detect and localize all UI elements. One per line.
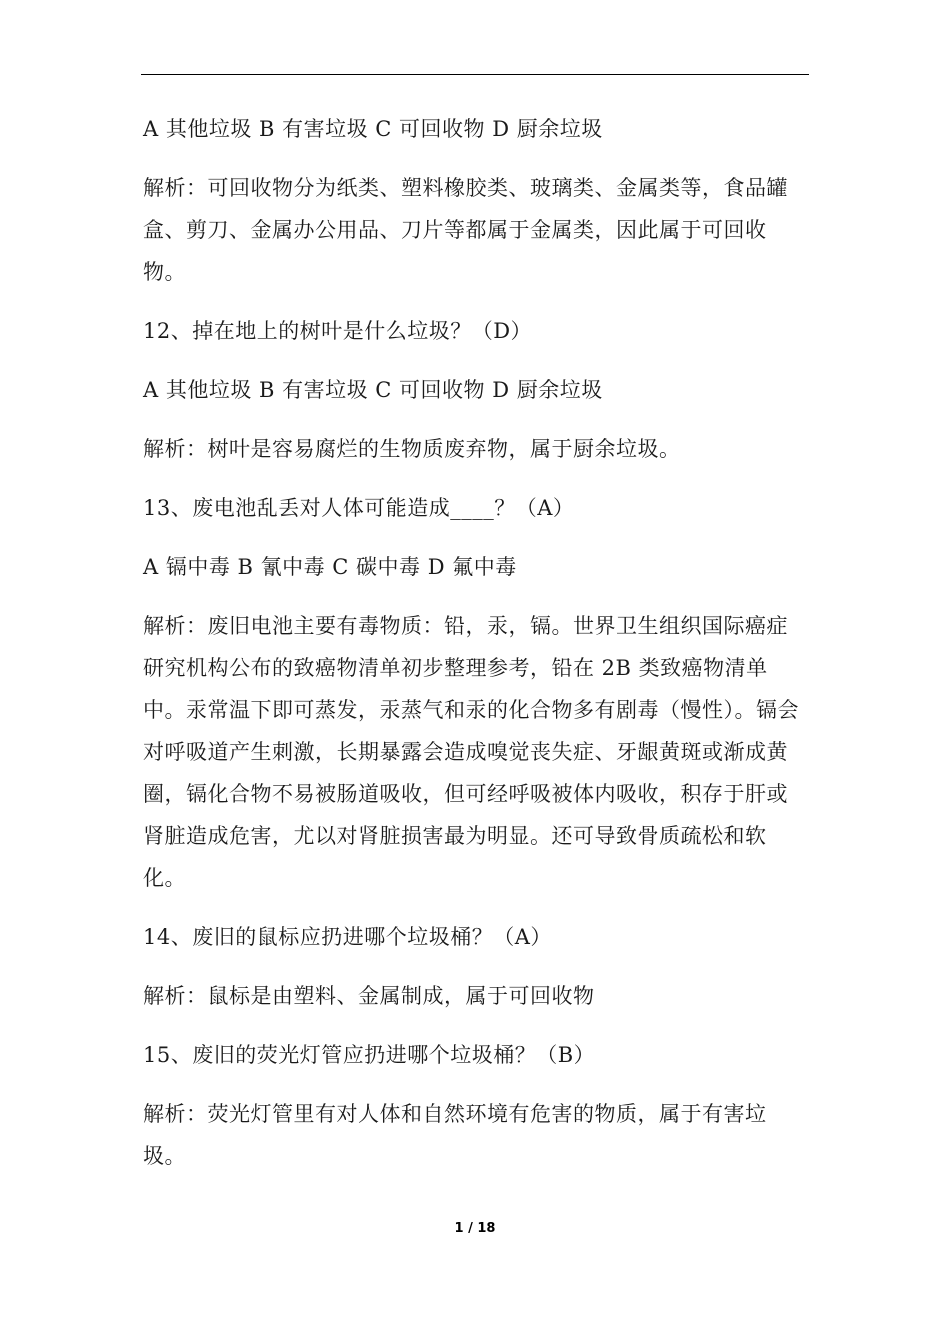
question-15: 15、废旧的荧光灯管应扔进哪个垃圾桶？（B） xyxy=(143,1043,596,1067)
explanation-paragraph: 解析：树叶是容易腐烂的生物质废弃物，属于厨余垃圾。 xyxy=(143,437,681,461)
question-14: 14、废旧的鼠标应扔进哪个垃圾桶？（A） xyxy=(143,925,552,949)
explanation-paragraph: 解析：可回收物分为纸类、塑料橡胶类、玻璃类、金属类等，食品罐盒、剪刀、金属办公用品、刀片等都属于金属类，因此属于可回收物。 xyxy=(143,176,788,284)
question-12: 12、掉在地上的树叶是什么垃圾？（D） xyxy=(143,319,533,343)
explanation-paragraph: 解析：荧光灯管里有对人体和自然环境有危害的物质，属于有害垃圾。 xyxy=(143,1102,767,1168)
header-rule xyxy=(141,74,809,75)
document-body xyxy=(143,108,807,1194)
explanation-paragraph: 解析：废旧电池主要有毒物质：铅，汞，镉。世界卫生组织国际癌症研究机构公布的致癌物清单初步整理参考，铅在 2B 类致癌物清单中。汞常温下即可蒸发，汞蒸气和汞的化合物多有剧毒（慢性）。镉会对呼吸道产生刺激，长期暴露会造成嗅觉丧失症、牙龈黄斑或渐成黄圈，镉化合物不易被肠道吸收，但可经呼吸被体内吸收，积存于肝或肾脏造成危害，尤以对肾脏损害最为明显。还可导致骨质疏松和软化。 xyxy=(143,614,799,890)
options-line: A 其他垃圾 B 有害垃圾 C 可回收物 D 厨余垃圾 xyxy=(143,378,603,402)
options-line: A 镉中毒 B 氰中毒 C 碳中毒 D 氟中毒 xyxy=(143,555,517,579)
options-line: A 其他垃圾 B 有害垃圾 C 可回收物 D 厨余垃圾 xyxy=(143,117,603,141)
explanation-paragraph: 解析：鼠标是由塑料、金属制成，属于可回收物 xyxy=(143,984,595,1008)
question-13: 13、废电池乱丢对人体可能造成____？（A） xyxy=(143,496,575,520)
page-number: 1 / 18 xyxy=(454,1221,496,1236)
